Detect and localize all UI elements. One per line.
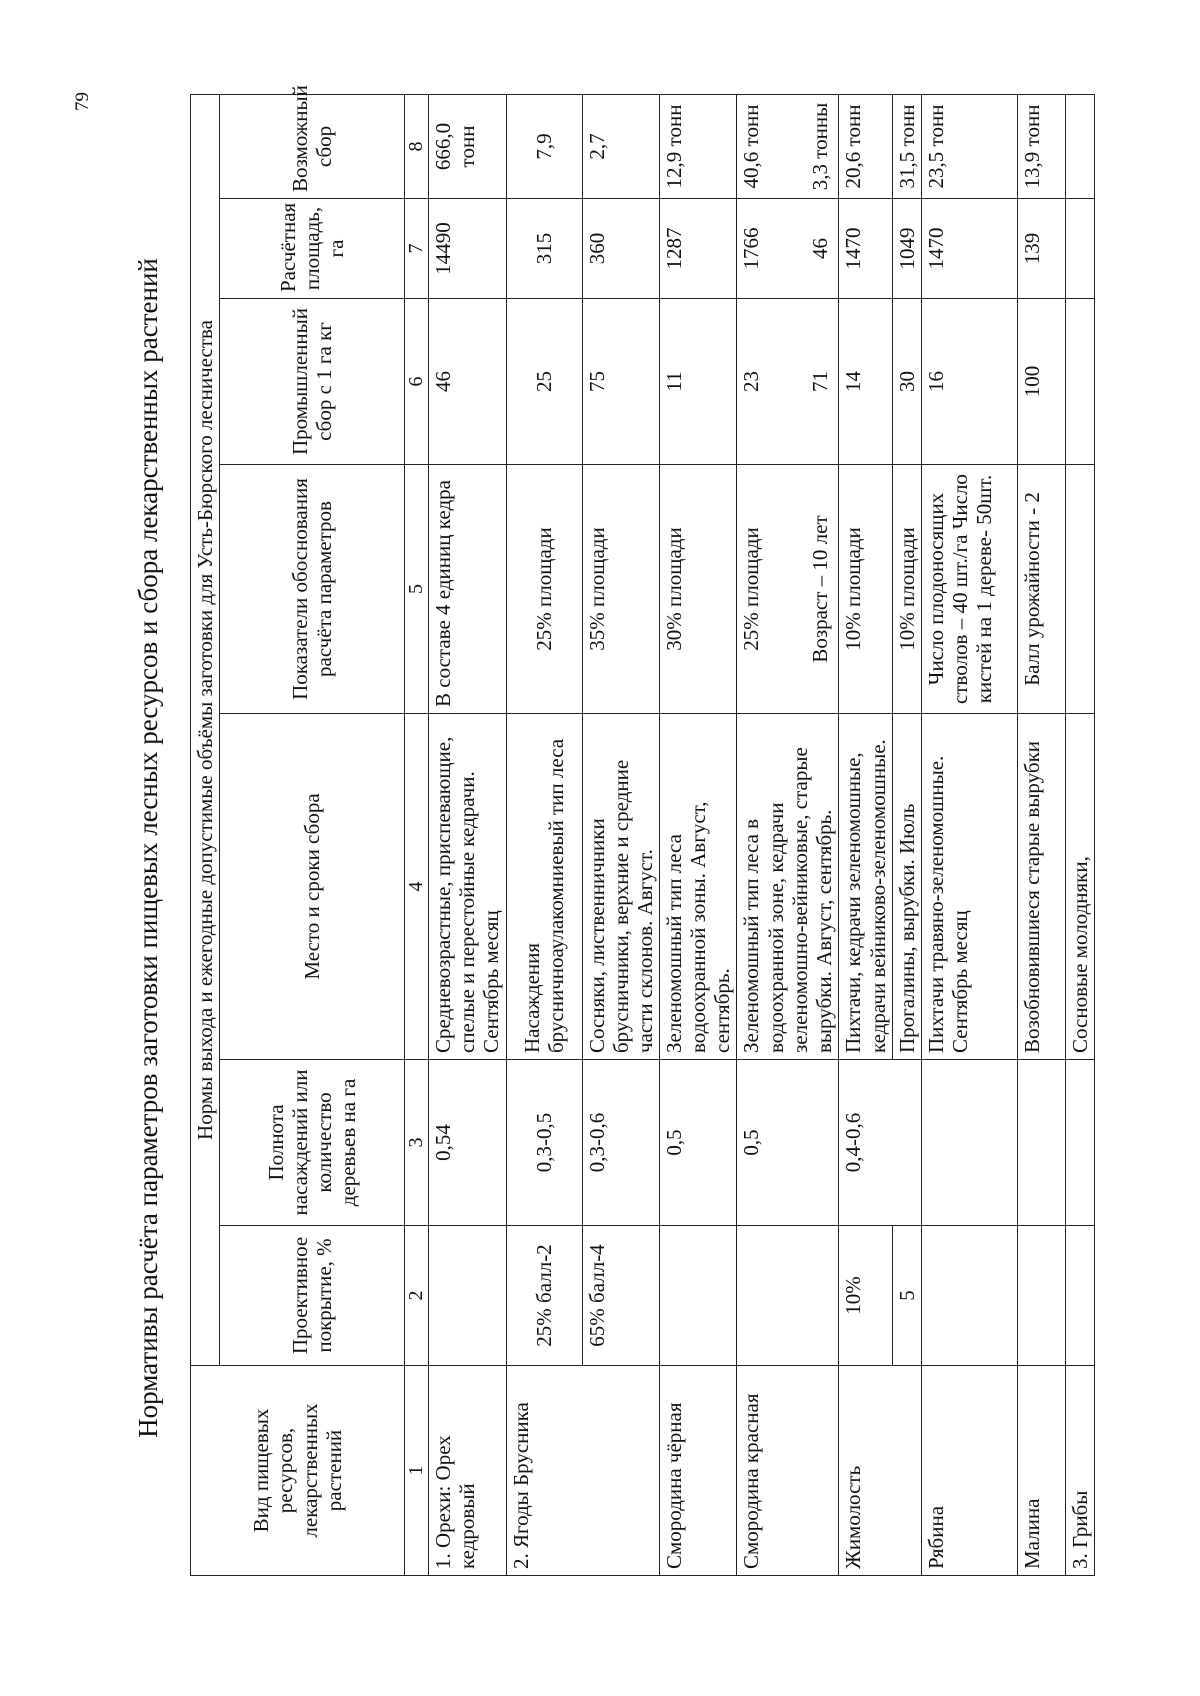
cell-area: 360 [582,199,659,299]
table-row [659,94,736,1575]
header-indicators: Показатели обоснования расчёта параметров [220,465,405,714]
cell-indicators-a: 25% площади [739,527,764,651]
cell-coverage [659,1226,736,1366]
column-number: 7 [405,199,429,299]
cell-coverage [1065,1226,1094,1366]
cell-harvest: 12,9 тонн [659,94,736,198]
cell-harvest-b: 3,3 тонны [807,102,832,191]
column-number: 1 [405,1366,429,1576]
cell-area: 1470 [921,199,1017,299]
cell-harvest: 7,9 [506,94,582,198]
cell-yield: 46 [429,299,506,465]
cell-harvest: 23,5 тонн [921,94,1017,198]
cell-indicators: Число плодоносящих стволов – 40 шт./га Число кистей на 1 дереве- 50шт. [921,465,1017,714]
cell-coverage: 65% балл-4 [582,1226,659,1366]
cell-yield: 100 [1017,299,1065,465]
cell-density [921,1060,1017,1226]
page-number: 79 [72,92,93,111]
cell-area: 1287 [659,199,736,299]
cell-place-time: Сосняки, лиственничники брусничники, верхние и средние части склонов. Август. [582,714,659,1060]
column-number: 4 [405,714,429,1060]
column-number: 6 [405,299,429,465]
cell-place-time: Возобновившиеся старые вырубки [1017,714,1065,1060]
cell-coverage [429,1226,506,1366]
header-industrial-yield: Промышленный сбор с 1 га кг [220,299,405,465]
cell-coverage: 5 [892,1226,921,1366]
cell-yield [737,299,839,465]
cell-place-time: Пихтачи, кедрачи зеленомошные, кедрачи вейниково-зеленомошные. [839,714,892,1060]
cell-resource: Малина [1017,1366,1065,1576]
table-row [1065,94,1094,1575]
column-number: 3 [405,1060,429,1226]
cell-area: 1049 [892,199,921,299]
cell-indicators: 25% площади [506,465,582,714]
header-resource-type: Вид пищевых ресурсов, лекарственных растений [191,1366,405,1576]
cell-area-b: 46 [807,238,832,259]
cell-place-time: Зеленомошный тип леса в водоохранной зоне, кедрачи зеленомошно-вейниковые, старые вырубки. Август, сентябрь. [737,714,839,1060]
column-number: 5 [405,465,429,714]
cell-indicators: 10% площади [892,465,921,714]
cell-area: 139 [1017,199,1065,299]
cell-yield [1065,299,1094,465]
cell-harvest: 13,9 тонн [1017,94,1065,198]
cell-indicators [737,465,839,714]
table-row [506,94,582,1575]
cell-area: 1470 [839,199,892,299]
cell-indicators: Балл урожайности - 2 [1017,465,1065,714]
cell-harvest: 2,7 [582,94,659,198]
cell-harvest: 31,5 тонн [892,94,921,198]
cell-resource: Жимолость [839,1366,892,1576]
table-row [582,94,659,1575]
cell-indicators-b: Возраст – 10 лет [807,515,832,663]
page-title: Нормативы расчёта параметров заготовки пищевых лесных ресурсов и сбора лекарственных растений [133,258,163,1438]
cell-area [1065,199,1094,299]
cell-resource: Рябина [921,1366,1017,1576]
cell-harvest: 666,0 тонн [429,94,506,198]
header-place-time: Место и сроки сбора [220,714,405,1060]
cell-area: 14490 [429,199,506,299]
cell-density: 0,5 [659,1060,736,1226]
cell-resource: 1. Орехи: Орех кедровый [429,1366,506,1576]
cell-density: 0,5 [737,1060,839,1226]
table-row [892,94,921,1575]
cell-density: 0,3-0,6 [582,1060,659,1226]
cell-coverage: 10% [839,1226,892,1366]
cell-resource: 3. Грибы [1065,1366,1094,1576]
table-row [429,94,506,1575]
table-row [921,94,1017,1575]
cell-density: 0,54 [429,1060,506,1226]
cell-yield: 25 [506,299,582,465]
cell-area [737,199,839,299]
cell-yield: 75 [582,299,659,465]
cell-place-time: Зеленомошный тип леса водоохранной зоны. Август, сентябрь. [659,714,736,1060]
cell-indicators: В составе 4 единиц кедра [429,465,506,714]
cell-density [892,1060,921,1226]
cell-yield: 11 [659,299,736,465]
cell-area-a: 1766 [739,227,764,270]
table-row [737,94,839,1575]
cell-indicators: 35% площади [582,465,659,714]
cell-yield-a: 23 [739,371,764,392]
cell-indicators: 10% площади [839,465,892,714]
cell-density [1017,1060,1065,1226]
cell-indicators [1065,465,1094,714]
cell-density [1065,1060,1094,1226]
cell-resource: Смородина красная [737,1366,839,1576]
cell-harvest-a: 40,6 тонн [739,104,764,189]
cell-coverage: 25% балл-2 [506,1226,582,1366]
header-span-norms: Нормы выхода и ежегодные допустимые объёмы заготовки для Усть-Бюрского лесничества [191,94,220,1365]
header-area: Расчётная площадь, га [220,199,405,299]
cell-yield-b: 71 [807,371,832,392]
cell-density: 0,4-0,6 [839,1060,892,1226]
cell-yield: 14 [839,299,892,465]
cell-resource: 2. Ягоды Брусника [506,1366,582,1576]
cell-harvest: 20,6 тонн [839,94,892,198]
table-row [1017,94,1065,1575]
cell-yield: 30 [892,299,921,465]
cell-yield: 16 [921,299,1017,465]
cell-coverage [921,1226,1017,1366]
cell-resource [892,1366,921,1576]
table-row [839,94,892,1575]
cell-resource: Смородина чёрная [659,1366,736,1576]
cell-resource [582,1366,659,1576]
cell-coverage [737,1226,839,1366]
header-density: Полнота насаждений или количество деревьев на га [220,1060,405,1226]
cell-harvest [737,94,839,198]
cell-indicators: 30% площади [659,465,736,714]
cell-harvest [1065,94,1094,198]
cell-place-time: Сосновые молодняки, [1065,714,1094,1060]
cell-place-time: Прогалины, вырубки. Июль [892,714,921,1060]
cell-place-time: Средневозрастные, приспевающие, спелые и перестойные кедрачи. Сентябрь месяц [429,714,506,1060]
cell-place-time: Насаждения брусничноаулакомниевый тип леса [506,714,582,1060]
header-possible-harvest: Возможный сбор [220,94,405,198]
cell-place-time: Пихтачи травяно-зеленомошные. Сентябрь месяц [921,714,1017,1060]
cell-coverage [1017,1226,1065,1366]
column-number: 2 [405,1226,429,1366]
norms-table [190,85,1095,1576]
cell-area: 315 [506,199,582,299]
header-coverage: Проективное покрытие, % [220,1226,405,1366]
column-number: 8 [405,94,429,198]
cell-density: 0,3-0,5 [506,1060,582,1226]
